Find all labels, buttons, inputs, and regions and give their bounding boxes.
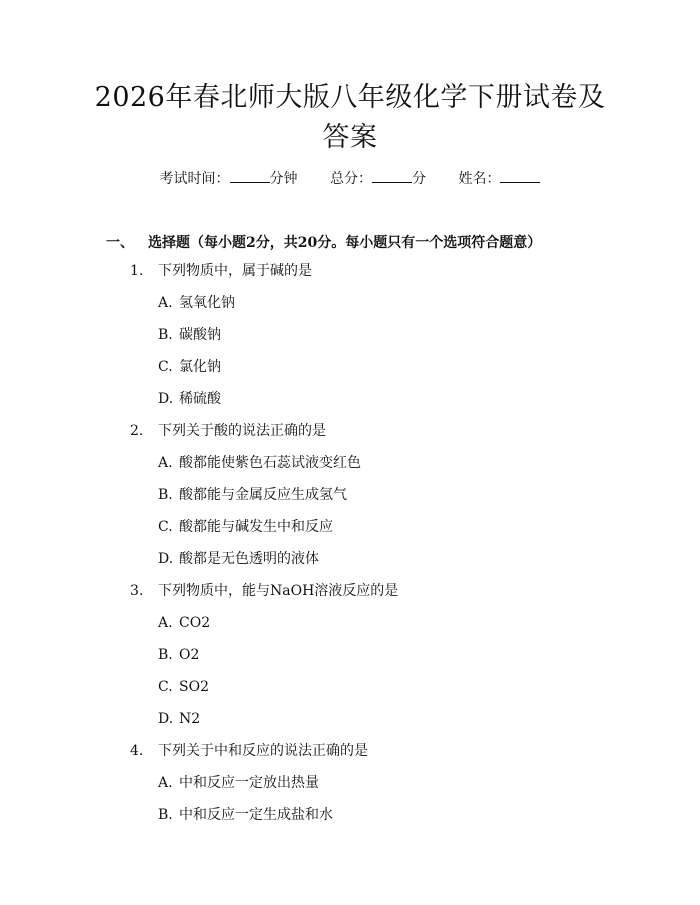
option-a: [0, 772, 700, 804]
option-text: 酸都能与碱发生中和反应: [179, 519, 333, 535]
option-a: [0, 612, 700, 644]
total-score-unit: 分: [412, 171, 426, 187]
question-3: [0, 580, 700, 740]
question-stem: [0, 580, 700, 612]
total-score-field: [330, 168, 426, 188]
option-c: [0, 356, 700, 388]
question-number: 2.: [130, 423, 144, 439]
option-a: [0, 292, 700, 324]
option-d: [0, 388, 700, 420]
question-text: 下列关于酸的说法正确的是: [158, 423, 326, 439]
section-heading: [106, 232, 541, 252]
exam-info-line: [0, 168, 700, 188]
option-letter: D.: [158, 391, 174, 407]
option-b: [0, 324, 700, 356]
option-letter: B.: [158, 327, 173, 343]
question-stem: [0, 260, 700, 292]
question-text: 下列物质中，能与NaOH溶液反应的是: [158, 583, 399, 599]
section-number: 一、: [106, 235, 134, 251]
question-list: [0, 260, 700, 836]
option-text: 酸都能与金属反应生成氢气: [179, 487, 347, 503]
option-text: SO2: [179, 679, 209, 695]
section-title: 选择题（每小题2分，共20分。每小题只有一个选项符合题意）: [148, 235, 542, 251]
question-number: 1.: [130, 263, 144, 279]
page-title: 2026年春北师大版八年级化学下册试卷及答案: [94, 82, 606, 153]
option-text: CO2: [179, 615, 211, 631]
exam-time-blank: [230, 170, 270, 183]
exam-time-unit: 分钟: [269, 171, 298, 187]
option-letter: C.: [158, 519, 173, 535]
option-c: [0, 516, 700, 548]
total-score-blank: [372, 170, 412, 183]
question-stem: [0, 420, 700, 452]
option-letter: A.: [158, 295, 173, 311]
option-text: 碳酸钠: [179, 327, 221, 343]
question-stem: [0, 740, 700, 772]
option-letter: A.: [158, 775, 173, 791]
student-name-label: 姓名：: [458, 171, 501, 187]
option-text: 氯化钠: [179, 359, 221, 375]
option-text: O2: [179, 647, 200, 663]
option-letter: D.: [158, 551, 174, 567]
total-score-label: 总分：: [330, 171, 372, 187]
option-text: 酸都能使紫色石蕊试液变红色: [179, 455, 361, 471]
option-letter: C.: [158, 679, 173, 695]
option-letter: B.: [158, 807, 173, 823]
option-b: [0, 644, 700, 676]
option-text: 中和反应一定生成盐和水: [179, 807, 333, 823]
exam-time-label: 考试时间：: [159, 171, 230, 187]
question-text: 下列物质中，属于碱的是: [158, 263, 312, 279]
question-4: [0, 740, 700, 836]
question-number: 3.: [130, 583, 144, 599]
student-name-blank: [500, 170, 540, 183]
option-letter: A.: [158, 615, 173, 631]
exam-time-field: [160, 168, 298, 188]
option-letter: C.: [158, 359, 173, 375]
option-d: [0, 548, 700, 580]
option-text: 氢氧化钠: [179, 295, 235, 311]
option-text: 中和反应一定放出热量: [179, 775, 319, 791]
question-1: [0, 260, 700, 420]
option-d: [0, 708, 700, 740]
student-name-field: [458, 168, 540, 188]
option-c: [0, 676, 700, 708]
option-letter: D.: [158, 711, 174, 727]
option-a: [0, 452, 700, 484]
option-letter: A.: [158, 455, 173, 471]
question-2: [0, 420, 700, 580]
option-b: [0, 804, 700, 836]
question-number: 4.: [130, 743, 144, 759]
question-text: 下列关于中和反应的说法正确的是: [158, 743, 368, 759]
option-text: 稀硫酸: [179, 391, 221, 407]
option-text: N2: [179, 711, 201, 727]
option-letter: B.: [158, 647, 173, 663]
option-b: [0, 484, 700, 516]
option-letter: B.: [158, 487, 173, 503]
option-text: 酸都是无色透明的液体: [179, 551, 319, 567]
